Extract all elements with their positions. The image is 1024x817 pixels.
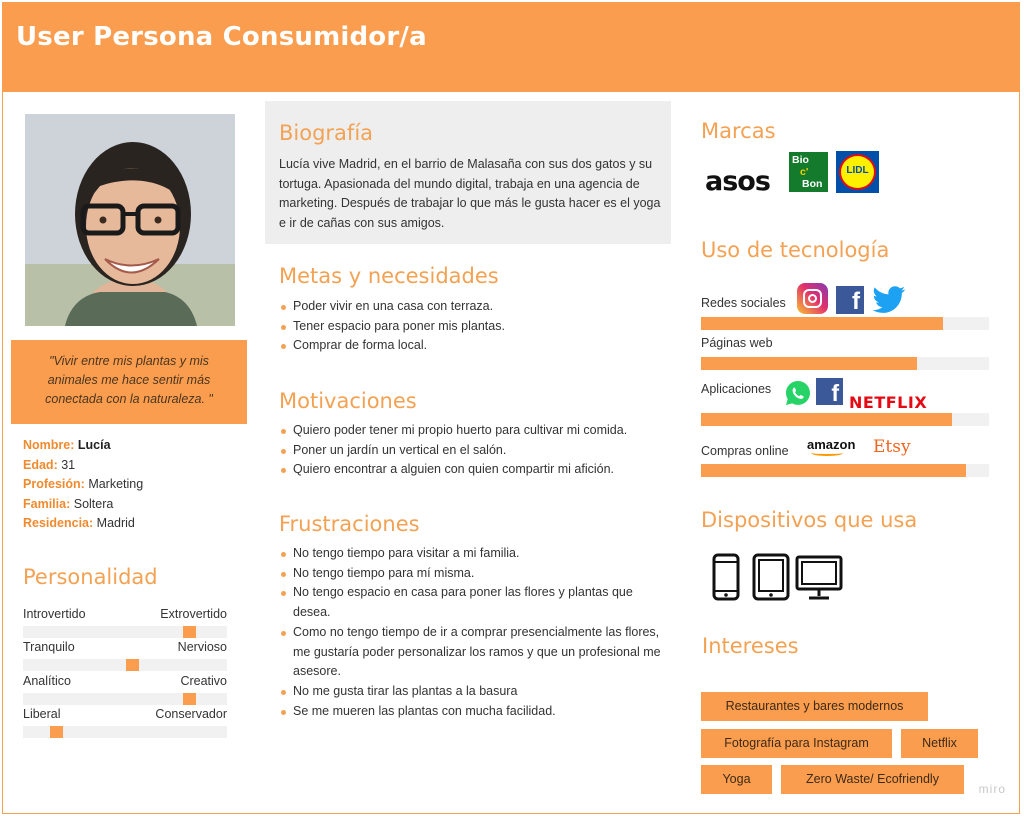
list-item: Poder vivir en una casa con terraza. — [279, 297, 669, 317]
list-item: No me gusta tirar las plantas a la basura — [279, 682, 669, 702]
tech-bar-fill — [701, 357, 917, 370]
trait-marker — [183, 626, 196, 638]
desktop-monitor-icon — [795, 555, 843, 601]
list-item: No tengo tiempo para visitar a mi familia. — [279, 544, 669, 564]
biography-panel — [265, 101, 671, 244]
trait-track — [23, 659, 227, 671]
biocbon-logo: Bio c' Bon — [789, 152, 828, 192]
goals-title: Metas y necesidades — [279, 264, 499, 288]
trait-track — [23, 693, 227, 705]
personality-title: Personalidad — [23, 565, 158, 589]
amazon-logo: amazon — [807, 437, 855, 456]
trait-marker — [183, 693, 196, 705]
interest-chip: Zero Waste/ Ecofriendly — [781, 765, 964, 794]
list-item: Se me mueren las plantas con mucha facilidad. — [279, 702, 669, 722]
list-item: Comprar de forma local. — [279, 336, 669, 356]
tech-bar-fill — [701, 464, 966, 477]
list-item: Tener espacio para poner mis plantas. — [279, 317, 669, 337]
tablet-icon — [752, 553, 790, 601]
tech-bar-apps — [701, 413, 989, 426]
persona-portrait — [25, 114, 235, 326]
tech-label-apps: Aplicaciones — [701, 382, 772, 396]
interests-title: Intereses — [702, 634, 799, 658]
tech-bar-shopping — [701, 464, 989, 477]
etsy-logo: Etsy — [873, 437, 911, 457]
instagram-icon — [797, 283, 828, 314]
list-item: Como no tengo tiempo de ir a comprar presencialmente las flores, me gustaría poder personalizar los ramos y que un profesional me asesore. — [279, 623, 669, 682]
tech-bar-fill — [701, 413, 952, 426]
list-item: No tengo tiempo para mí misma. — [279, 564, 669, 584]
header-banner — [2, 2, 1020, 92]
whatsapp-icon — [785, 380, 811, 406]
fact-profession: Profesión: Marketing — [23, 477, 144, 491]
trait-marker — [126, 659, 139, 671]
tech-label-shopping: Compras online — [701, 444, 789, 458]
facebook-icon: f — [816, 378, 843, 405]
list-item: Quiero encontrar a alguien con quien compartir mi afición. — [279, 460, 669, 480]
interest-chip: Fotografía para Instagram — [701, 729, 892, 758]
trait-marker — [50, 726, 63, 738]
list-item: Quiero poder tener mi propio huerto para cultivar mi comida. — [279, 421, 669, 441]
twitter-icon — [872, 286, 906, 314]
trait-track — [23, 626, 227, 638]
lidl-logo: LIDL — [836, 151, 879, 193]
trait-introvert-extrovert: Introvertido Extrovertido — [23, 607, 227, 639]
tech-bar-social — [701, 317, 989, 330]
fact-residence: Residencia: Madrid — [23, 516, 135, 530]
smartphone-icon — [712, 553, 740, 601]
fact-name: Nombre: Lucía — [23, 438, 111, 452]
goals-list — [279, 297, 669, 356]
fact-family: Familia: Soltera — [23, 496, 114, 511]
tech-bar-fill — [701, 317, 943, 330]
tech-label-social: Redes sociales — [701, 296, 786, 310]
trait-calm-nervous: Tranquilo Nervioso — [23, 640, 227, 672]
fact-age: Edad: 31 — [23, 457, 76, 472]
list-item: Poner un jardín un vertical en el salón. — [279, 441, 669, 461]
trait-liberal-conservative: Liberal Conservador — [23, 707, 227, 739]
miro-watermark: miro — [978, 782, 1006, 796]
persona-facts — [23, 436, 143, 534]
frustrations-list — [279, 544, 669, 721]
technology-title: Uso de tecnología — [701, 238, 890, 262]
tech-bar-web — [701, 357, 989, 370]
biography-title: Biografía — [279, 121, 374, 145]
devices-title: Dispositivos que usa — [701, 508, 918, 532]
list-item: No tengo espacio en casa para poner las flores y plantas que desea. — [279, 583, 669, 622]
biography-text: Lucía vive Madrid, en el barrio de Malasaña con sus dos gatos y su tortuga. Apasionada del mundo digital, trabaja en una agencia de marketing. Después de trabajar lo que más le gusta hacer es el yoga e ir de cañas con sus amigos. — [279, 157, 661, 231]
persona-photo — [25, 114, 235, 326]
page-title: User Persona Consumidor/a — [16, 22, 427, 52]
brands-title: Marcas — [701, 119, 776, 143]
interest-chip: Yoga — [701, 765, 772, 794]
interest-chip: Restaurantes y bares modernos — [701, 692, 928, 721]
facebook-icon: f — [836, 286, 864, 314]
netflix-logo: NETFLIX — [849, 393, 928, 412]
trait-analytic-creative: Analítico Creativo — [23, 674, 227, 706]
motivations-list — [279, 421, 669, 480]
motivations-title: Motivaciones — [279, 389, 417, 413]
frustrations-title: Frustraciones — [279, 512, 420, 536]
asos-logo: asos — [705, 166, 770, 197]
interest-chip: Netflix — [901, 729, 978, 758]
persona-quote: "Vivir entre mis plantas y mis animales me hace sentir más conectada con la naturaleza. " — [11, 340, 247, 424]
tech-label-web: Páginas web — [701, 336, 773, 350]
